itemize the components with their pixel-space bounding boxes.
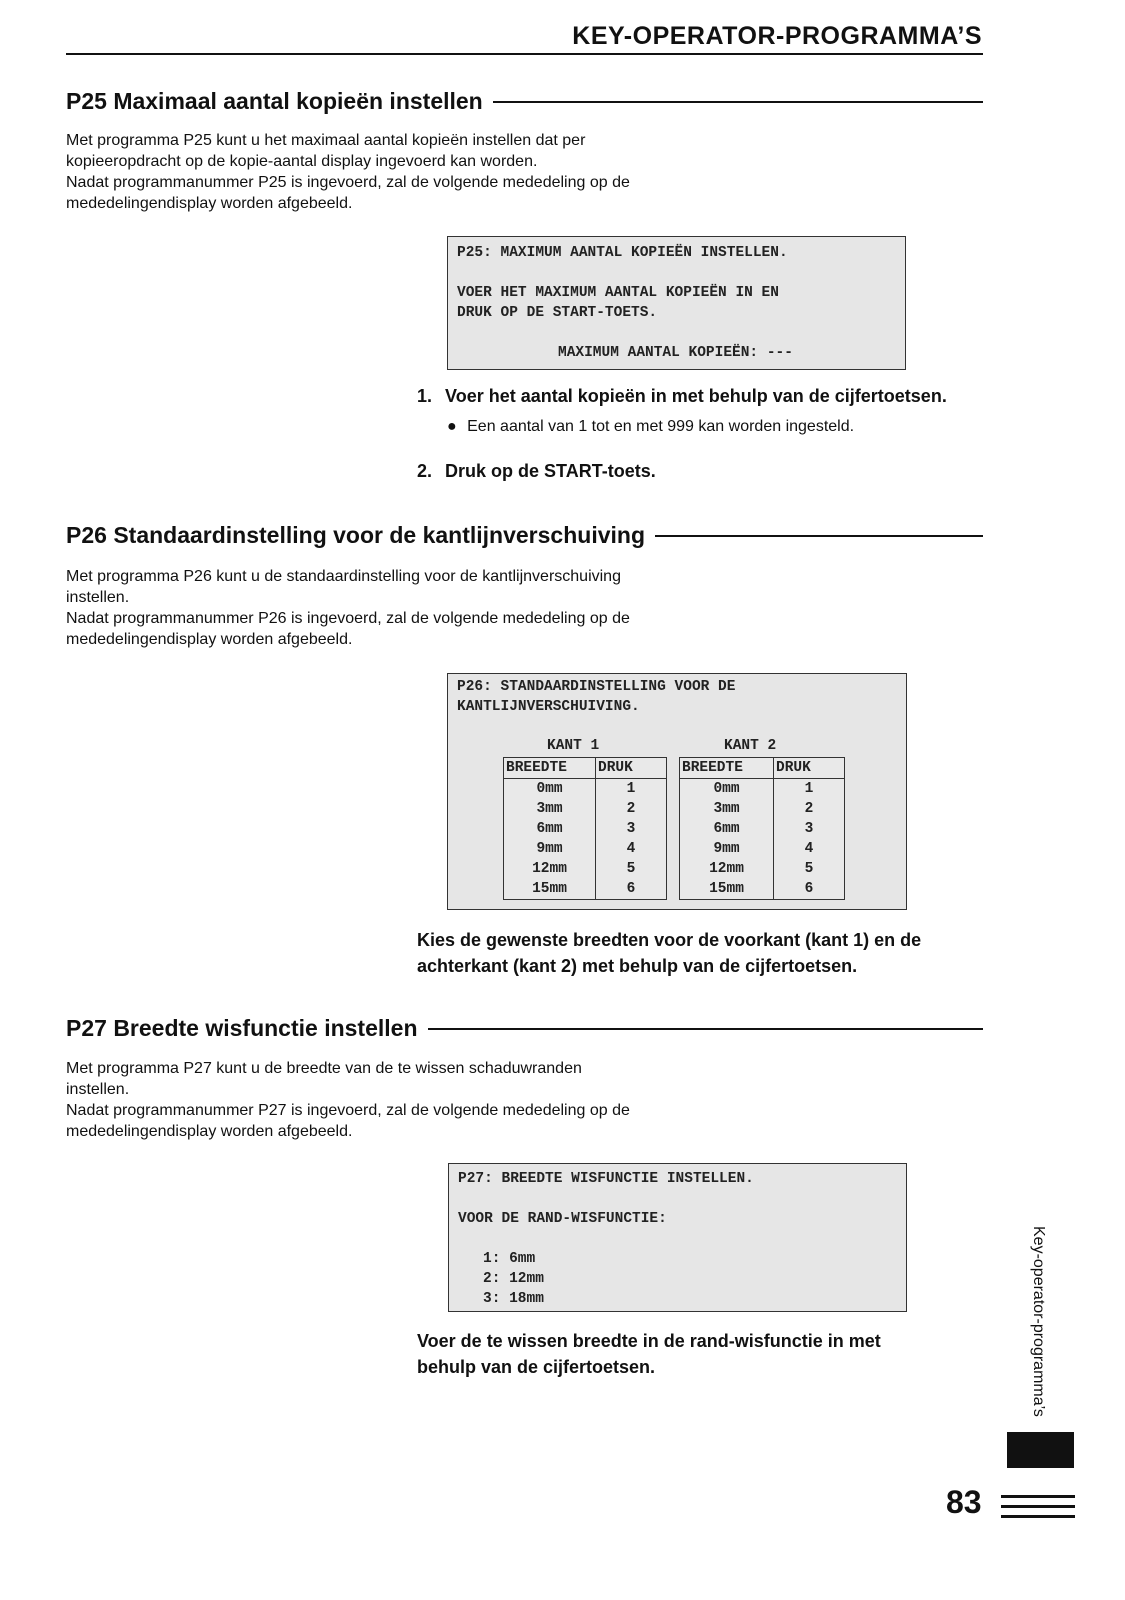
column-header-width: BREEDTE bbox=[680, 758, 774, 779]
table-row bbox=[680, 839, 845, 859]
bullet-text: Een aantal van 1 tot en met 999 kan worden ingesteld. bbox=[467, 418, 855, 435]
width-cell: 12mm bbox=[504, 859, 596, 879]
width-cell: 6mm bbox=[504, 819, 596, 839]
section-title-p25-text: P25 Maximaal aantal kopieën instellen bbox=[66, 88, 483, 114]
key-cell: 4 bbox=[596, 839, 667, 859]
instruction-line: Voer de te wissen breedte in de rand-wisfunctie in met bbox=[417, 1331, 881, 1351]
p26-body-line: Met programma P26 kunt u de standaardinstelling voor de kantlijnverschuiving bbox=[66, 568, 621, 585]
width-cell: 6mm bbox=[680, 819, 774, 839]
table-row bbox=[680, 819, 845, 839]
p26-body-line: instellen. bbox=[66, 589, 130, 606]
section-title-p25 bbox=[66, 88, 983, 115]
p27-body-line: mededelingendisplay worden afgebeeld. bbox=[66, 1123, 353, 1140]
p26-body-line: mededelingendisplay worden afgebeeld. bbox=[66, 631, 353, 648]
key-cell: 3 bbox=[596, 819, 667, 839]
section-title-p26-text: P26 Standaardinstelling voor de kantlijnverschuiving bbox=[66, 522, 645, 548]
column-header-key: DRUK bbox=[774, 758, 845, 779]
key-cell: 2 bbox=[774, 799, 845, 819]
width-cell: 9mm bbox=[680, 839, 774, 859]
table-row bbox=[680, 879, 845, 900]
key-cell: 3 bbox=[774, 819, 845, 839]
p27-body bbox=[66, 1058, 746, 1142]
table-row bbox=[504, 799, 667, 819]
p25-display-line: P25: MAXIMUM AANTAL KOPIEËN INSTELLEN. bbox=[457, 245, 788, 261]
p25-body-line: Nadat programmanummer P25 is ingevoerd, zal de volgende mededeling op de bbox=[66, 174, 630, 191]
p25-body bbox=[66, 130, 746, 214]
page-header-title: KEY-OPERATOR-PROGRAMMA’S bbox=[572, 22, 982, 50]
p26-display-line: P26: STANDAARDINSTELLING VOOR DE bbox=[457, 679, 736, 695]
p25-display-line: VOER HET MAXIMUM AANTAL KOPIEËN IN EN bbox=[457, 285, 779, 301]
width-cell: 12mm bbox=[680, 859, 774, 879]
p27-body-line: Nadat programmanummer P27 is ingevoerd, zal de volgende mededeling op de bbox=[66, 1102, 630, 1119]
p25-display-line: DRUK OP DE START-TOETS. bbox=[457, 305, 658, 321]
header-rule bbox=[66, 53, 983, 55]
table-row bbox=[680, 799, 845, 819]
p27-display-line: P27: BREEDTE WISFUNCTIE INSTELLEN. bbox=[458, 1171, 754, 1187]
p26-display-line: KANTLIJNVERSCHUIVING. bbox=[457, 699, 640, 715]
key-cell: 1 bbox=[596, 779, 667, 800]
section-title-p27 bbox=[66, 1015, 983, 1042]
key-cell: 4 bbox=[774, 839, 845, 859]
page-number-rule bbox=[1001, 1505, 1075, 1508]
page-number-rule bbox=[1001, 1495, 1075, 1498]
p25-step-1-bullet bbox=[447, 418, 854, 436]
p26-instruction bbox=[417, 927, 989, 979]
key-cell: 6 bbox=[774, 879, 845, 900]
table-row bbox=[504, 779, 667, 800]
p25-display bbox=[447, 236, 906, 370]
section-title-p26 bbox=[66, 522, 983, 549]
p26-body-line: Nadat programmanummer P26 is ingevoerd, zal de volgende mededeling op de bbox=[66, 610, 630, 627]
key-cell: 6 bbox=[596, 879, 667, 900]
p25-body-line: kopieeropdracht op de kopie-aantal display ingevoerd kan worden. bbox=[66, 153, 538, 170]
width-cell: 0mm bbox=[680, 779, 774, 800]
step-text: Druk op de START-toets. bbox=[445, 461, 656, 481]
key-cell: 5 bbox=[774, 859, 845, 879]
table-row bbox=[504, 839, 667, 859]
bullet-icon: ● bbox=[447, 418, 457, 435]
table-row bbox=[680, 779, 845, 800]
width-cell: 15mm bbox=[680, 879, 774, 900]
p26-body bbox=[66, 566, 746, 650]
instruction-line: Kies de gewenste breedten voor de voorkant (kant 1) en de bbox=[417, 930, 922, 950]
p25-body-line: Met programma P25 kunt u het maximaal aantal kopieën instellen dat per bbox=[66, 132, 586, 149]
p25-display-line: MAXIMUM AANTAL KOPIEËN: --- bbox=[558, 345, 793, 361]
p25-step-1 bbox=[417, 386, 947, 407]
p27-display bbox=[448, 1163, 907, 1312]
section-title-rule bbox=[655, 535, 983, 537]
width-cell: 3mm bbox=[504, 799, 596, 819]
table-row bbox=[504, 819, 667, 839]
key-cell: 1 bbox=[774, 779, 845, 800]
side-2-label: KANT 2 bbox=[724, 738, 777, 754]
step-text: Voer het aantal kopieën in met behulp van de cijfertoetsen. bbox=[445, 386, 947, 406]
key-cell: 5 bbox=[596, 859, 667, 879]
key-cell: 2 bbox=[596, 799, 667, 819]
p25-step-2 bbox=[417, 461, 656, 482]
instruction-line: achterkant (kant 2) met behulp van de cijfertoetsen. bbox=[417, 956, 858, 976]
p27-display-line: VOOR DE RAND-WISFUNCTIE: bbox=[458, 1211, 667, 1227]
column-header-width: BREEDTE bbox=[504, 758, 596, 779]
side-2-table bbox=[679, 757, 845, 900]
section-title-rule bbox=[493, 101, 983, 103]
p27-body-line: instellen. bbox=[66, 1081, 130, 1098]
section-marker-block bbox=[1007, 1432, 1074, 1468]
p27-instruction bbox=[417, 1328, 989, 1380]
table-row bbox=[504, 859, 667, 879]
step-number: 1. bbox=[417, 386, 433, 406]
side-1-label: KANT 1 bbox=[547, 738, 600, 754]
width-cell: 0mm bbox=[504, 779, 596, 800]
p26-display bbox=[447, 673, 907, 910]
section-title-rule bbox=[428, 1028, 983, 1030]
p25-body-line: mededelingendisplay worden afgebeeld. bbox=[66, 195, 353, 212]
page-number-rule bbox=[1001, 1515, 1075, 1518]
p27-display-line: 1: 6mm bbox=[483, 1251, 536, 1267]
table-row bbox=[504, 879, 667, 900]
width-cell: 3mm bbox=[680, 799, 774, 819]
p27-body-line: Met programma P27 kunt u de breedte van de te wissen schaduwranden bbox=[66, 1060, 582, 1077]
step-number: 2. bbox=[417, 461, 433, 481]
width-cell: 9mm bbox=[504, 839, 596, 859]
instruction-line: behulp van de cijfertoetsen. bbox=[417, 1357, 656, 1377]
table-row bbox=[680, 859, 845, 879]
side-tab-label: Key-operator-programma’s bbox=[1030, 1226, 1047, 1417]
width-cell: 15mm bbox=[504, 879, 596, 900]
page-number: 83 bbox=[946, 1484, 982, 1520]
column-header-key: DRUK bbox=[596, 758, 667, 779]
section-title-p27-text: P27 Breedte wisfunctie instellen bbox=[66, 1015, 418, 1041]
p27-display-line: 3: 18mm bbox=[483, 1291, 544, 1307]
p27-display-line: 2: 12mm bbox=[483, 1271, 544, 1287]
side-1-table bbox=[503, 757, 667, 900]
